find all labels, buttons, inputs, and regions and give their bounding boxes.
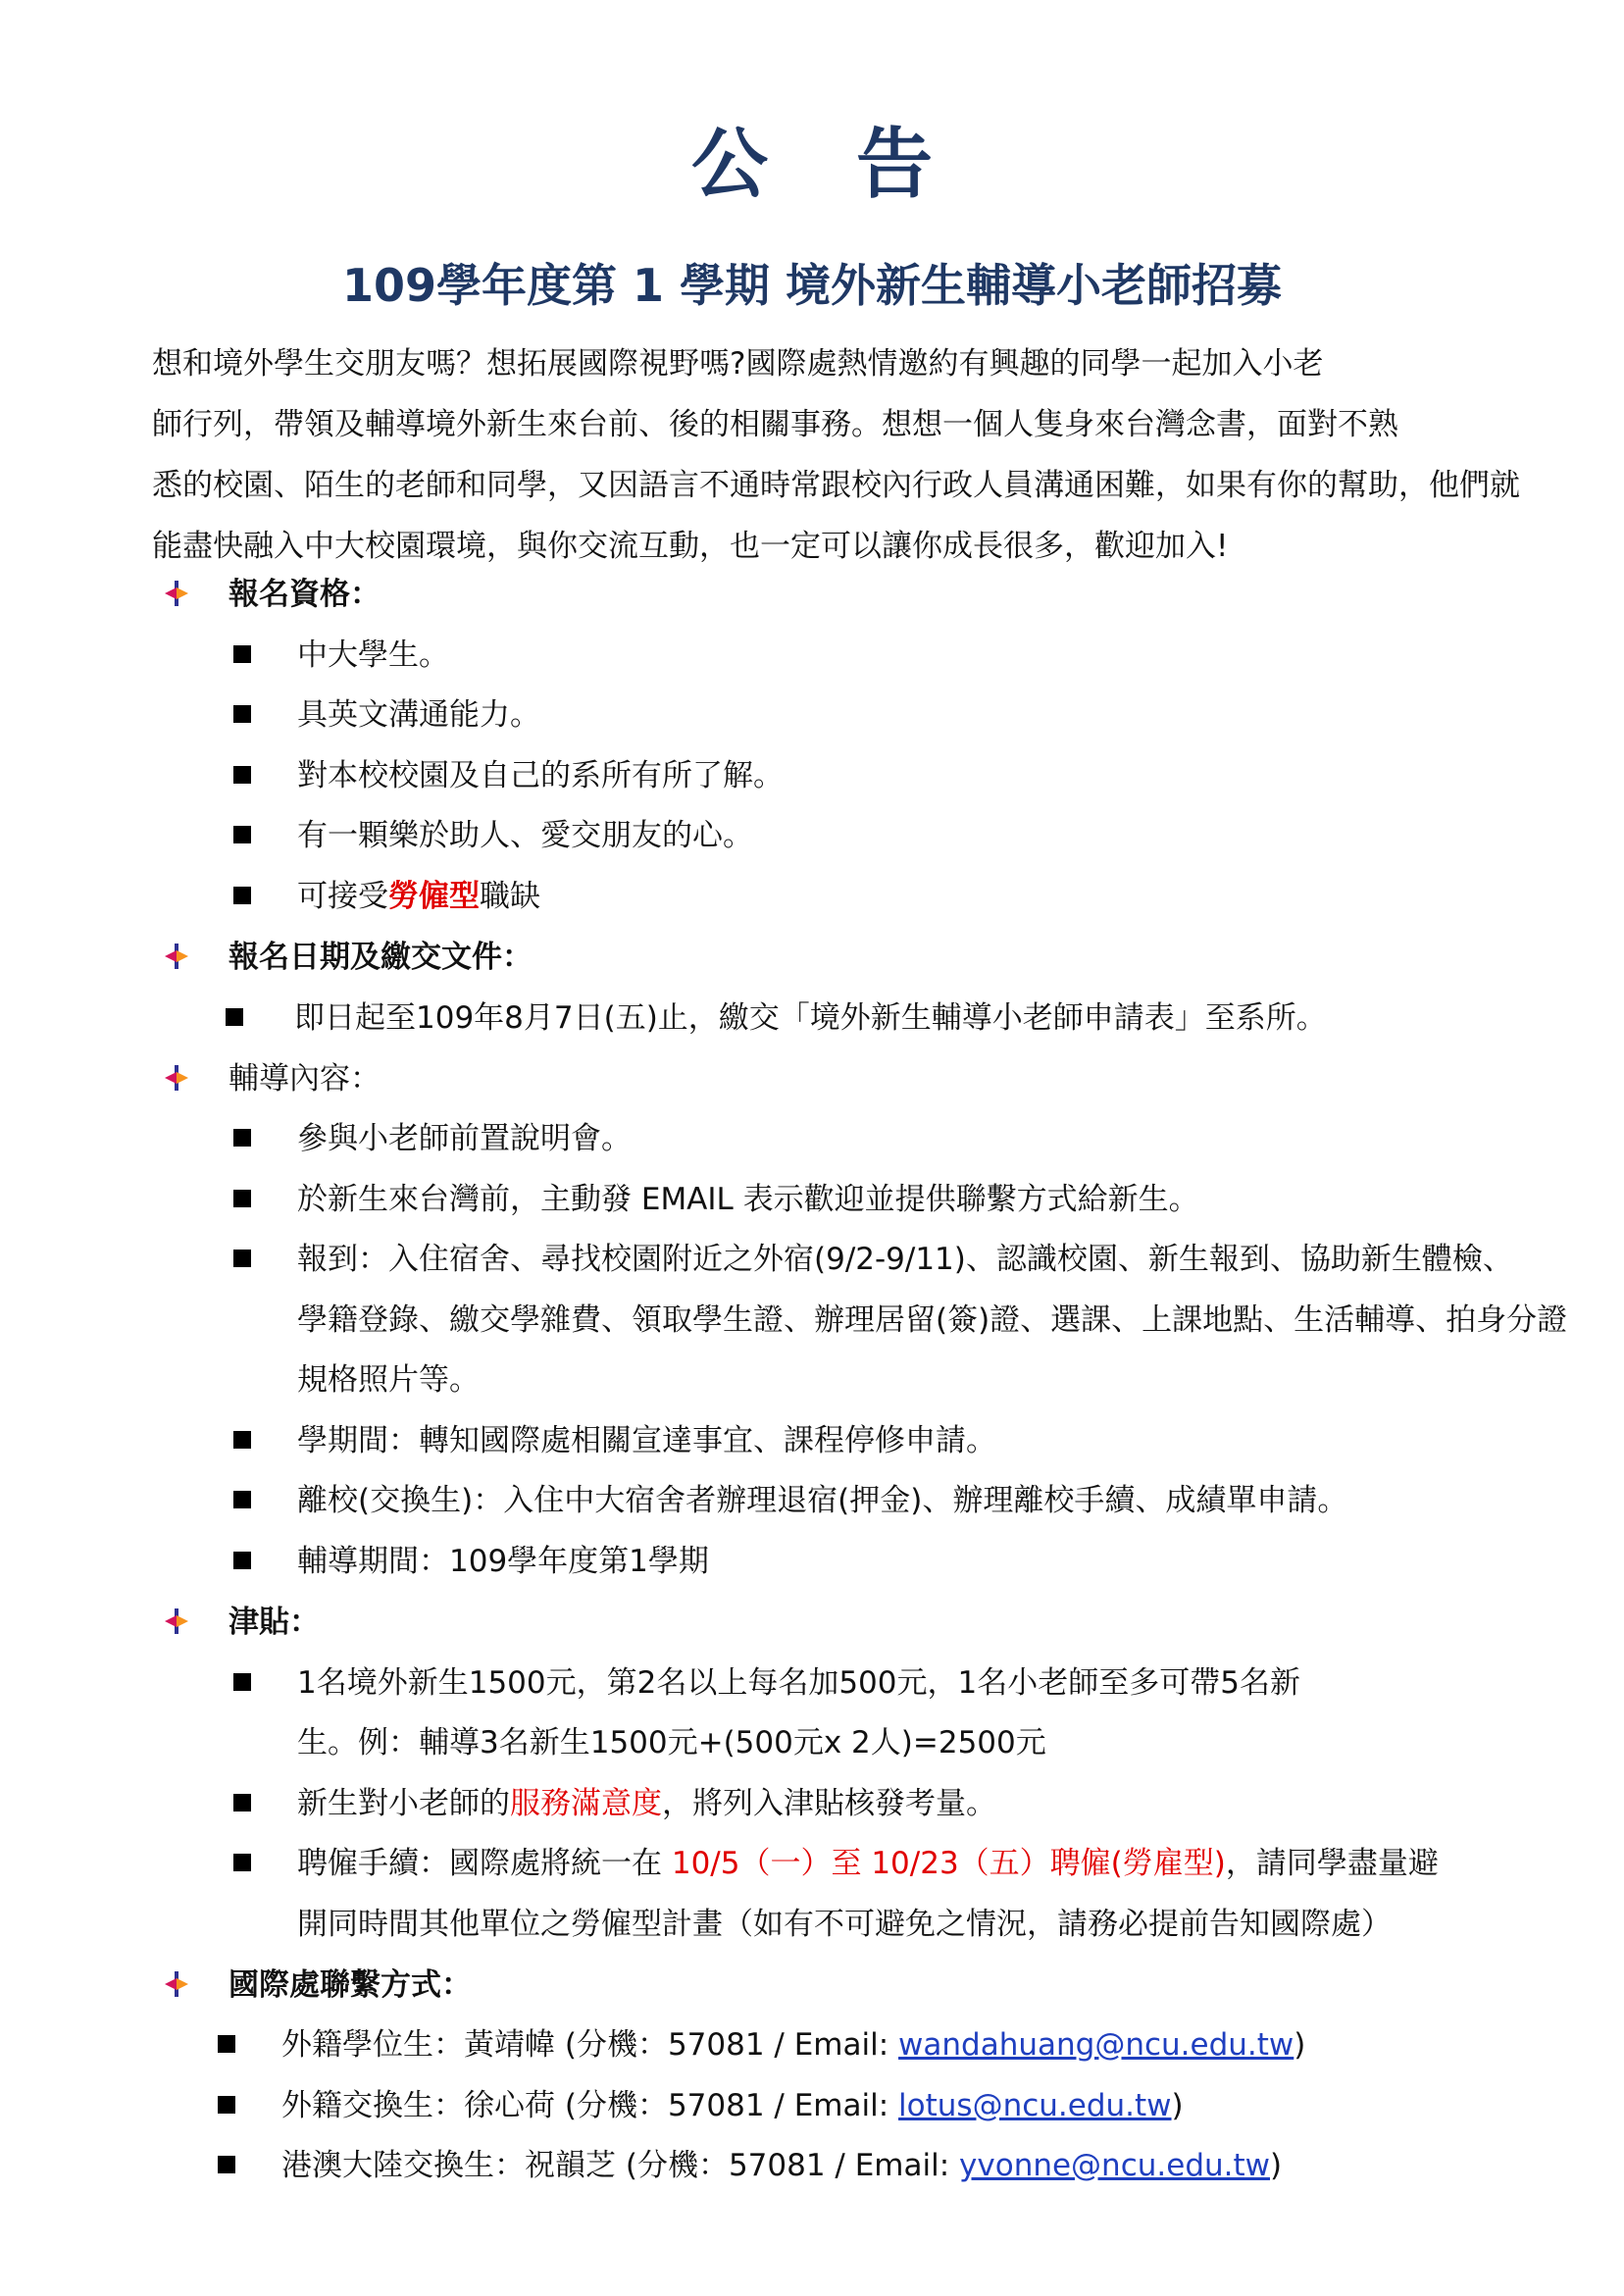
section-heading-text: 輔導內容：: [228, 1061, 381, 1097]
list-item-continuation: 生。例：輔導3名新生1500元+(500元x 2人)=2500元: [297, 1725, 1046, 1760]
square-bullet-icon: [233, 1673, 251, 1691]
document-page: 公告 109學年度第 1 學期 境外新生輔導小老師招募 想和境外學生交朋友嗎？想拓展國際視野嗎?國際處熱情邀約有興趣的同學一起加入小老 師行列，帶領及輔導境外新生來台前、後的相關事務。想想一個人隻身來台灣念書，面對不熟 悉的校園、陌生的老師和同學，又因語言不通時常跟校內行政人員溝通困難，如果有你的幫助，他們就 能盡快融入中大校園環境，與你交流互動，也一定可以讓你成長很多，歡迎加入! 報名資格： 中大學生。 具英文溝通能力。 對本校校園及自己的系所有所了解。 有一顆樂於助人、愛交朋友的心。 可接受勞僱型職缺 報名日期及繳交文件： 即日起至109年8月7日(五)止，繳交「境外新生輔導小老師申請表」至系所。 輔導內容： 參與小老師前置說明會。 於新生來台灣前，主動發 EMAIL 表示歡迎並提供聯繫方式給新生。 報到：入住宿舍、尋找校園附近之外宿(9/2-9/11)、認識校園、新生報到、協助新生體檢、 學籍登錄、繳交學雜費、領取學生證、辦理居留(簽)證、選課、上課地點、生活輔導、拍身分證 規格照片等。 學期間：轉知國際處相關宣達事宜、課程停修申請。 離校(交換生)：入住中大宿舍者辦理退宿(押金)、辦理離校手續、成績單申請。 輔導期間：109學年度第1學期 津貼： 1名境外新生1500元，第2名以上每名加500元，1名小老師至多可帶5名新 生。例：輔導3名新生1500元+(500元x 2人)=2500元 新生對小老師的服務滿意度，將列入津貼核發考量。 聘僱手續：國際處將統一在 10/5（一）至 10/23（五）聘僱(勞雇型)，請同學盡量避 開同時間其他單位之勞僱型計畫（如有不可避免之情況，請務必提前告知國際處） 國際處聯繫方式： 外籍學位生：黃靖幃 (分機：57081 / Email: wandahuang@ncu.edu.tw) 外籍交換生：徐心荷 (分機：57081 / Email: lotus@ncu.edu.tw) 港澳大陸交換生：祝韻芝 (分機：57081 / Email: yvonne@ncu.edu.tw): [0, 0, 1624, 2296]
square-bullet-icon: [233, 645, 251, 663]
intro-paragraph: [152, 333, 1520, 577]
square-bullet-icon: [233, 766, 251, 784]
intro-line: 想和境外學生交朋友嗎？想拓展國際視野嗎?國際處熱情邀約有興趣的同學一起加入小老: [152, 346, 1324, 382]
section-heading-text: 報名日期及繳交文件：: [228, 940, 533, 975]
list-item-continuation: 規格照片等。: [297, 1362, 480, 1398]
page-subtitle: 109學年度第 1 學期 境外新生輔導小老師招募: [341, 259, 1283, 312]
square-bullet-icon: [233, 1190, 251, 1207]
square-bullet-icon: [226, 1008, 243, 1026]
page-title: 公告: [690, 121, 1021, 209]
square-bullet-icon: [233, 1794, 251, 1811]
intro-line: 師行列，帶領及輔導境外新生來台前、後的相關事務。想想一個人隻身來台灣念書，面對不熟: [152, 407, 1398, 442]
highlight-text: 服務滿意度: [510, 1786, 662, 1821]
email-link[interactable]: wandahuang@ncu.edu.tw: [898, 2027, 1294, 2063]
square-bullet-icon: [233, 1491, 251, 1508]
highlight-text: 勞僱型: [388, 879, 480, 914]
square-bullet-icon: [233, 1552, 251, 1569]
square-bullet-icon: [233, 826, 251, 843]
arrow-bullet-icon: [162, 1969, 191, 1999]
intro-line: 悉的校園、陌生的老師和同學，又因語言不通時常跟校內行政人員溝通困難，如果有你的幫助，他們就: [152, 468, 1520, 503]
section-heading-text: 國際處聯繫方式：: [228, 1967, 472, 2003]
arrow-bullet-icon: [162, 579, 191, 608]
square-bullet-icon: [218, 2035, 235, 2053]
email-link[interactable]: lotus@ncu.edu.tw: [898, 2088, 1172, 2123]
square-bullet-icon: [233, 1431, 251, 1449]
highlight-text: 10/5（一）至 10/23（五）聘僱(勞雇型): [671, 1846, 1226, 1881]
arrow-bullet-icon: [162, 1063, 191, 1093]
square-bullet-icon: [233, 1854, 251, 1871]
list-item-continuation: 開同時間其他單位之勞僱型計畫（如有不可避免之情況，請務必提前告知國際處）: [297, 1907, 1392, 1942]
square-bullet-icon: [218, 2096, 235, 2114]
square-bullet-icon: [233, 1250, 251, 1267]
arrow-bullet-icon: [162, 942, 191, 971]
intro-line: 能盡快融入中大校園環境，與你交流互動，也一定可以讓你成長很多，歡迎加入!: [152, 529, 1229, 564]
square-bullet-icon: [218, 2156, 235, 2173]
email-link[interactable]: yvonne@ncu.edu.tw: [959, 2148, 1271, 2183]
section-heading-text: 報名資格：: [228, 577, 381, 612]
square-bullet-icon: [233, 1129, 251, 1147]
arrow-bullet-icon: [162, 1607, 191, 1636]
list-item-continuation: 學籍登錄、繳交學雜費、領取學生證、辦理居留(簽)證、選課、上課地點、生活輔導、拍身分證: [297, 1302, 1568, 1338]
square-bullet-icon: [233, 705, 251, 723]
square-bullet-icon: [233, 887, 251, 904]
section-heading-text: 津貼：: [228, 1605, 320, 1640]
